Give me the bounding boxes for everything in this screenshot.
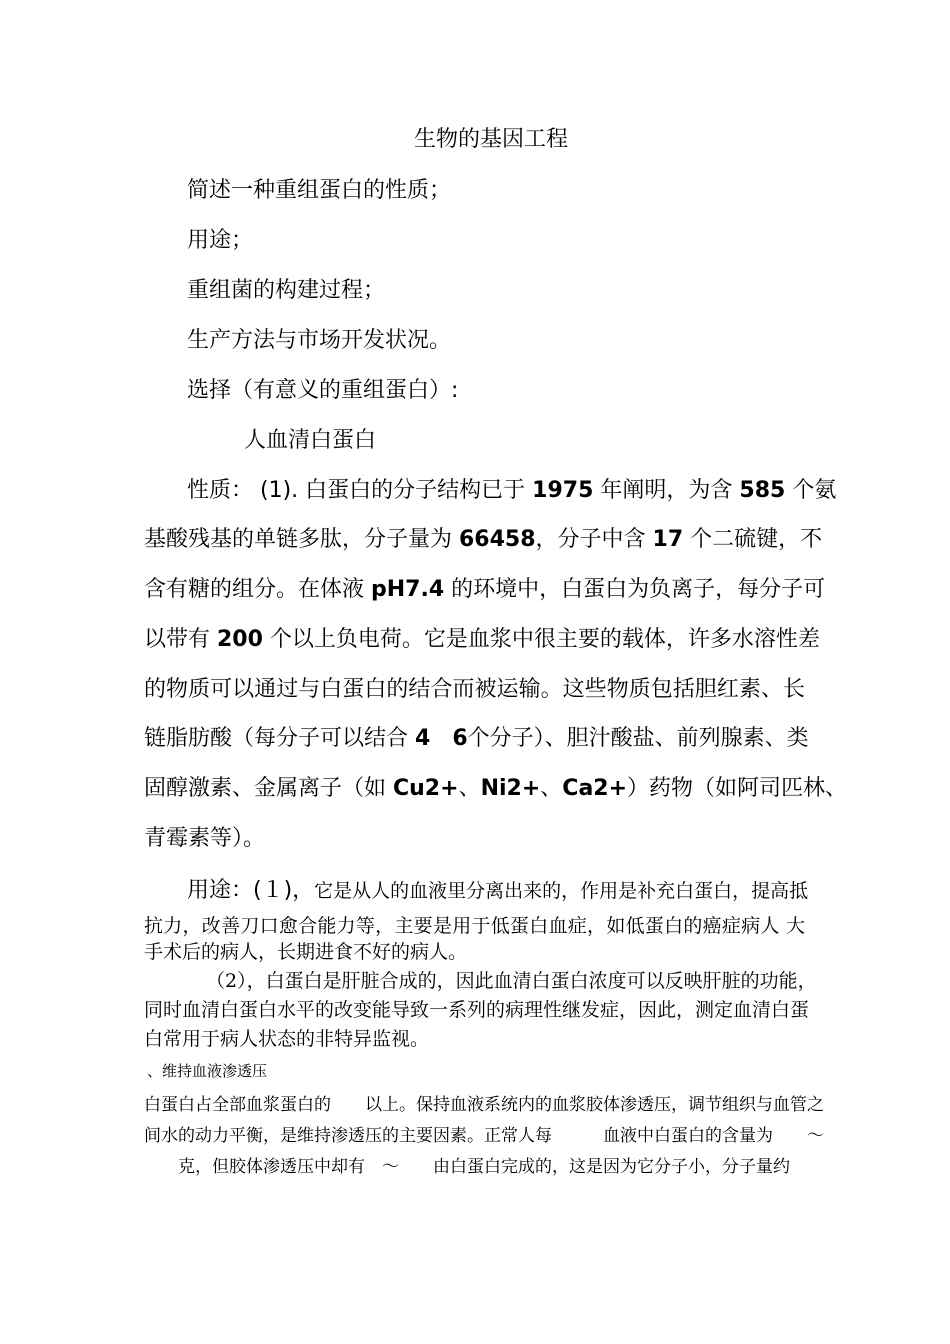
- uses-line: 用途：(１)，它是从人的血液里分离出来的，作用是补充白蛋白，提高抵: [187, 878, 809, 903]
- uses-line: 抗力，改善刀口愈合能力等，主要是用于低蛋白血症，如低蛋白的癌症病人 大: [144, 915, 805, 937]
- uses-line: 手术后的病人，长期进食不好的病人。: [144, 941, 468, 963]
- uses-line: 同时血清白蛋白水平的改变能导致一系列的病理性继发症，因此，测定血清白蛋: [144, 999, 810, 1021]
- properties-line: 的物质可以通过与白蛋白的结合而被运输。这些物质包括胆红素、长: [144, 677, 805, 702]
- osmotic-line: 白蛋白占全部血浆蛋白的 以上。保持血液系统内的血浆胶体渗透压，调节组织与血管之: [144, 1095, 824, 1115]
- properties-line: 以带有 200 个以上负电荷。它是血浆中很主要的载体，许多水溶性差: [144, 627, 820, 652]
- uses-label: 用途：(１)，: [187, 878, 315, 903]
- section-heading: 、维持血液渗透压: [147, 1062, 268, 1080]
- protein-name: 人血清白蛋白: [244, 428, 377, 453]
- properties-label: 性质：: [187, 478, 254, 503]
- osmotic-line: 间水的动力平衡，是维持渗透压的主要因素。正常人每 血液中白蛋白的含量为 ～: [144, 1126, 824, 1146]
- properties-line: 链脂肪酸（每分子可以结合 4 6个分子）、胆汁酸盐、前列腺素、类: [144, 726, 809, 751]
- task-item: 用途；: [187, 228, 254, 253]
- properties-line: 固醇激素、金属离子（如 Cu2+、Ni2+、Ca2+）药物（如阿司匹林、: [144, 776, 848, 801]
- uses-line: 白常用于病人状态的非特异监视。: [144, 1028, 430, 1050]
- properties-line: 青霉素等）。: [144, 826, 266, 851]
- osmotic-line: 克，但胶体渗透压中却有 ～ 由白蛋白完成的，这是因为它分子小，分子量约: [144, 1157, 790, 1177]
- task-item: 简述一种重组蛋白的性质；: [187, 178, 452, 203]
- uses-line: （2），白蛋白是肝脏合成的，因此血清白蛋白浓度可以反映肝脏的功能，: [206, 970, 817, 992]
- task-item: 生产方法与市场开发状况。: [187, 328, 452, 353]
- page-title: 生物的基因工程: [414, 127, 569, 152]
- task-item: 重组菌的构建过程；: [187, 278, 386, 303]
- task-item: 选择（有意义的重组蛋白）:: [187, 378, 459, 403]
- properties-line: 基酸残基的单链多肽，分子量为 66458，分子中含 17 个二硫键，不: [144, 527, 823, 552]
- properties-line: 含有糖的组分。在体液 pH7.4 的环境中，白蛋白为负离子，每分子可: [144, 577, 826, 602]
- properties-line: 性质： (1). 白蛋白的分子结构已于 1975 年阐明，为含 585 个氨: [187, 478, 837, 503]
